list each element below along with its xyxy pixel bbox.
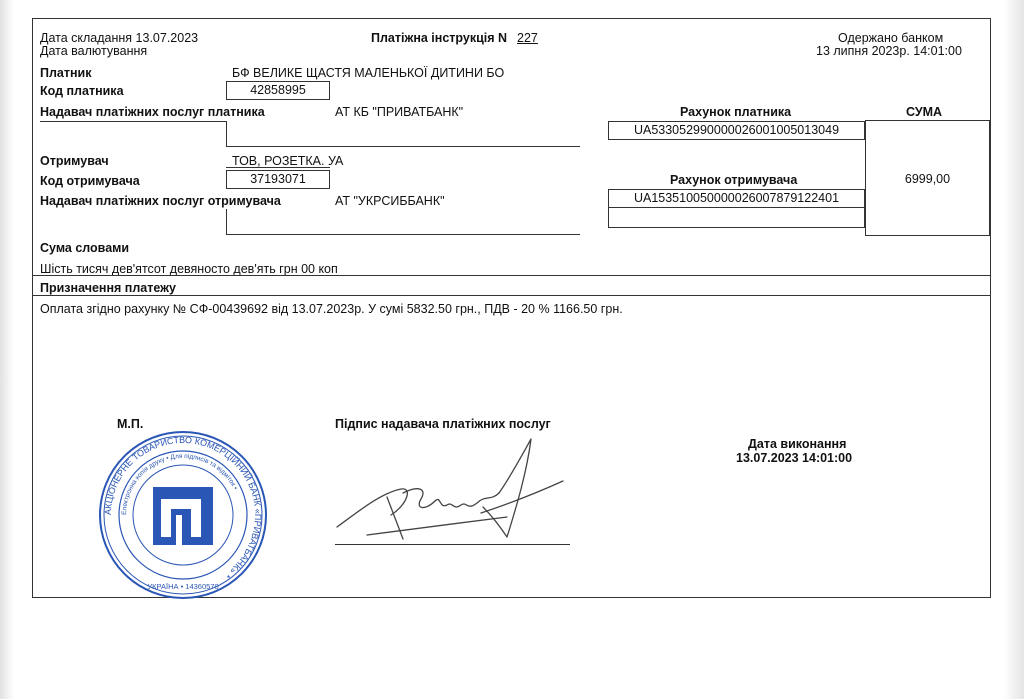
document-number: 227 (517, 31, 538, 45)
amount-words: Шість тисяч дев'ятсот девяносто дев'ять грн 00 коп (40, 262, 338, 276)
document-title: Платіжна інструкція N (371, 31, 508, 45)
amount-words-line (33, 275, 990, 276)
payer-account-label: Рахунок платника (680, 105, 792, 119)
signature-image (331, 431, 571, 549)
received-label: Одержано банком (838, 31, 944, 45)
bank-stamp (97, 429, 269, 601)
date-created: Дата складання 13.07.2023 (40, 31, 199, 45)
amount-label: СУМА (906, 105, 943, 119)
payer-provider: АТ КБ "ПРИВАТБАНК" (335, 105, 464, 119)
stamp-bottom-text: УКРАЇНА • 14360570 (147, 582, 219, 591)
received-datetime: 13 липня 2023р. 14:01:00 (816, 44, 962, 58)
payer-section-divider (226, 121, 227, 146)
recipient-name-underline (226, 167, 330, 168)
recipient-name: ТОВ, РОЗЕТКА. УА (232, 154, 344, 168)
recipient-bottom-line (226, 234, 580, 235)
payment-document (32, 18, 991, 598)
payer-account-box (608, 121, 865, 140)
recipient-section-divider (226, 209, 227, 234)
recipient-account-label: Рахунок отримувача (670, 173, 798, 187)
payer-label: Платник (40, 66, 92, 80)
page-shadow-right (1004, 0, 1024, 699)
payer-code-box (226, 81, 330, 100)
exec-date-label: Дата виконання (748, 437, 847, 451)
stamp-inner-text: Електронна копія друку • Для підписів та відміток • (120, 452, 239, 516)
recipient-provider: АТ "УКРСИББАНК" (335, 194, 445, 208)
recipient-account-box (608, 189, 865, 208)
exec-datetime: 13.07.2023 14:01:00 (736, 451, 853, 465)
payer-code: 42858995 (250, 83, 306, 97)
purpose-label: Призначення платежу (40, 281, 176, 295)
payer-bottom-line (226, 146, 580, 147)
signature-line (335, 544, 570, 545)
payer-underline (40, 121, 226, 122)
recipient-code-box (226, 170, 330, 189)
recipient-code: 37193071 (250, 172, 306, 186)
stamp-label: М.П. (117, 417, 144, 431)
payer-provider-label: Надавач платіжних послуг платника (40, 105, 265, 119)
stamp-ring-text: АКЦІОНЕРНЕ ТОВАРИСТВО КОМЕРЦІЙНИЙ БАНК «ПРИВАТБАНК» * (102, 434, 264, 581)
amount-value: 6999,00 (904, 172, 951, 186)
page-shadow-left (0, 0, 14, 699)
amount-words-label: Сума словами (40, 241, 130, 255)
privatbank-logo-icon (153, 487, 213, 545)
signature-label: Підпис надавача платіжних послуг (335, 417, 551, 431)
payer-name: БФ ВЕЛИКЕ ЩАСТЯ МАЛЕНЬКОЇ ДИТИНИ БО (232, 66, 505, 80)
date-value: Дата валютування (40, 44, 148, 58)
recipient-code-label: Код отримувача (40, 174, 140, 188)
payer-account: UA533052990000026001005013049 (633, 123, 840, 137)
recipient-account-extra-box (608, 207, 865, 228)
purpose-line (33, 295, 990, 296)
purpose-text: Оплата згідно рахунку № СФ-00439692 від 13.07.2023р. У сумі 5832.50 грн., ПДВ - 20 % 1166.50 грн. (40, 302, 623, 316)
recipient-label: Отримувач (40, 154, 109, 168)
recipient-provider-label: Надавач платіжних послуг отримувача (40, 194, 281, 208)
payer-code-label: Код платника (40, 84, 124, 98)
recipient-account: UA153510050000026007879122401 (633, 191, 840, 205)
amount-box (865, 120, 990, 236)
